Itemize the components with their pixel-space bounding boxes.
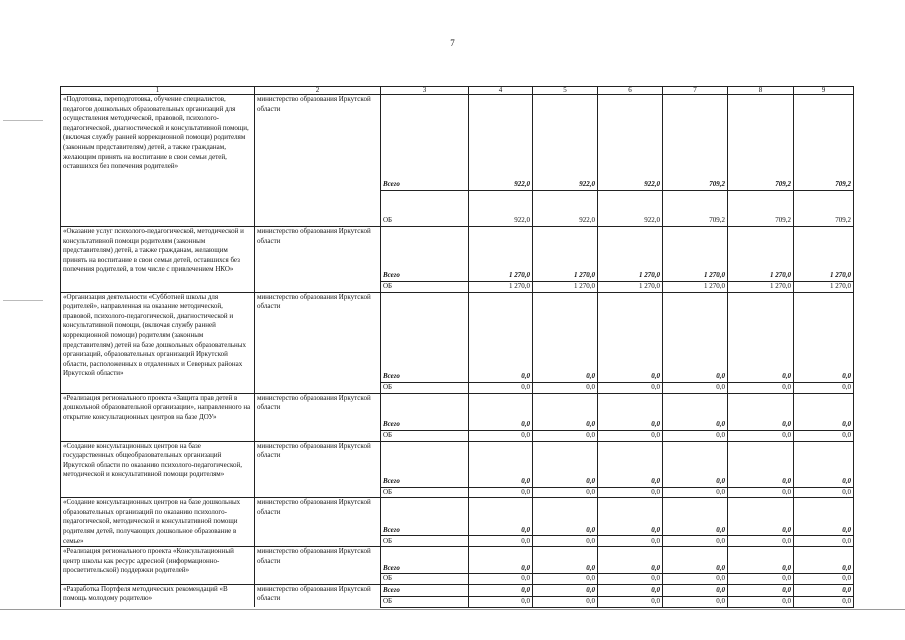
amount-cell: 1 270,0 [728,282,794,293]
column-header: 5 [533,87,598,95]
table-row-total [61,227,854,282]
amount-cell: 0,0 [469,393,533,430]
amount-cell: 0,0 [794,536,854,547]
amount-cell: 0,0 [598,430,663,441]
amount-cell: 0,0 [598,382,663,393]
funding-kind-label: Всего [381,547,469,574]
budget-table [60,86,854,608]
activity-name: «Реализация регионального проекта «Консультационный центр школы как ресурс адресной (информационно-просветительской) поддержки родителей» [61,547,255,585]
amount-cell: 0,0 [728,574,794,585]
responsible-org: министерство образования Иркутской области [255,498,381,547]
amount-cell: 0,0 [469,536,533,547]
activity-name: «Создание консультационных центров на базе государственных общеобразовательных организаций Иркутской области по оказанию психолого-педагогической, методической и консультативной помощи родителям» [61,441,255,498]
amount-cell: 0,0 [533,441,598,487]
amount-cell: 0,0 [663,487,728,498]
amount-cell: 0,0 [533,536,598,547]
responsible-org: министерство образования Иркутской области [255,95,381,227]
funding-kind-label: ОБ [381,596,469,607]
amount-cell: 922,0 [533,191,598,227]
amount-cell: 0,0 [728,382,794,393]
amount-cell: 0,0 [663,441,728,487]
page-number: 7 [450,38,455,48]
funding-kind-label: Всего [381,584,469,596]
amount-cell: 0,0 [794,547,854,574]
amount-cell: 0,0 [794,498,854,536]
amount-cell: 709,2 [794,95,854,191]
amount-cell: 0,0 [469,441,533,487]
amount-cell: 0,0 [533,382,598,393]
amount-cell: 0,0 [469,574,533,585]
amount-cell: 709,2 [728,95,794,191]
amount-cell: 0,0 [794,574,854,585]
amount-cell: 0,0 [663,536,728,547]
funding-kind-label: Всего [381,441,469,487]
amount-cell: 0,0 [663,596,728,607]
amount-cell: 0,0 [663,430,728,441]
amount-cell: 0,0 [663,292,728,382]
amount-cell: 0,0 [794,292,854,382]
column-header: 9 [794,87,854,95]
amount-cell: 0,0 [598,393,663,430]
amount-cell: 1 270,0 [533,227,598,282]
amount-cell: 0,0 [663,574,728,585]
column-header: 2 [255,87,381,95]
responsible-org: министерство образования Иркутской области [255,227,381,293]
table-header-row [61,87,854,95]
amount-cell: 0,0 [728,441,794,487]
amount-cell: 0,0 [794,430,854,441]
funding-kind-label: ОБ [381,382,469,393]
amount-cell: 0,0 [598,441,663,487]
funding-kind-label: ОБ [381,487,469,498]
amount-cell: 0,0 [663,393,728,430]
table-row-total [61,547,854,574]
amount-cell: 922,0 [533,95,598,191]
amount-cell: 0,0 [533,487,598,498]
amount-cell: 0,0 [728,393,794,430]
amount-cell: 0,0 [728,584,794,596]
amount-cell: 0,0 [533,574,598,585]
column-header: 8 [728,87,794,95]
amount-cell: 0,0 [794,487,854,498]
column-header: 6 [598,87,663,95]
amount-cell: 0,0 [533,393,598,430]
amount-cell: 1 270,0 [663,227,728,282]
amount-cell: 709,2 [728,191,794,227]
amount-cell: 922,0 [469,191,533,227]
amount-cell: 1 270,0 [469,282,533,293]
amount-cell: 0,0 [469,292,533,382]
amount-cell: 1 270,0 [533,282,598,293]
amount-cell: 0,0 [728,536,794,547]
amount-cell: 1 270,0 [794,282,854,293]
amount-cell: 709,2 [663,95,728,191]
activity-name: «Оказание услуг психолого-педагогической, методической и консультативной помощи родителям (законным представителям) детей, а также гражданам, желающим принять на воспитание в свои семьи детей, оставшихся без попечения родителей, в том числе с привлечением НКО» [61,227,255,293]
amount-cell: 0,0 [663,547,728,574]
amount-cell: 0,0 [794,382,854,393]
responsible-org: министерство образования Иркутской области [255,547,381,585]
amount-cell: 0,0 [533,498,598,536]
amount-cell: 0,0 [598,536,663,547]
column-header: 7 [663,87,728,95]
amount-cell: 0,0 [794,584,854,596]
amount-cell: 0,0 [598,498,663,536]
funding-kind-label: ОБ [381,430,469,441]
amount-cell: 0,0 [469,487,533,498]
table-row-total [61,498,854,536]
funding-kind-label: Всего [381,498,469,536]
responsible-org: министерство образования Иркутской области [255,393,381,441]
activity-name: «Разработка Портфеля методических рекомендаций «В помощь молодому родителю» [61,584,255,607]
amount-cell: 922,0 [598,191,663,227]
column-header: 4 [469,87,533,95]
funding-kind-label: Всего [381,227,469,282]
amount-cell: 0,0 [533,596,598,607]
column-header: 3 [381,87,469,95]
amount-cell: 0,0 [663,498,728,536]
funding-kind-label: ОБ [381,282,469,293]
table-row-total [61,292,854,382]
scan-edge-mark [3,120,43,121]
amount-cell: 0,0 [598,487,663,498]
activity-name: «Подготовка, переподготовка, обучение специалистов, педагогов дошкольных образовательных организаций для осуществления методической, правовой, психолого-педагогической, диагностической и консультативной помощи, (включая службу ранней коррекционной помощи) родителям (законным представителям) детей, а также гражданам, желающим принять на воспитание в свои семьи детей, оставшихся без попечения родителей» [61,95,255,227]
table-row-total [61,95,854,191]
page-bottom-rule [0,609,905,610]
amount-cell: 1 270,0 [663,282,728,293]
funding-kind-label: Всего [381,292,469,382]
activity-name: «Реализация регионального проекта «Защита прав детей в дошкольной образовательной организации», направленного на открытие консультационных центров на базе ДОУ» [61,393,255,441]
responsible-org: министерство образования Иркутской области [255,584,381,607]
amount-cell: 1 270,0 [469,227,533,282]
amount-cell: 0,0 [728,430,794,441]
amount-cell: 0,0 [469,596,533,607]
scan-edge-mark [3,300,43,301]
amount-cell: 0,0 [598,574,663,585]
amount-cell: 0,0 [728,487,794,498]
table-row-total [61,393,854,430]
responsible-org: министерство образования Иркутской области [255,441,381,498]
amount-cell: 0,0 [663,382,728,393]
funding-kind-label: ОБ [381,536,469,547]
funding-kind-label: ОБ [381,191,469,227]
table-row-total [61,441,854,487]
amount-cell: 1 270,0 [728,227,794,282]
amount-cell: 0,0 [469,498,533,536]
funding-kind-label: Всего [381,95,469,191]
amount-cell: 0,0 [598,584,663,596]
amount-cell: 0,0 [469,547,533,574]
funding-kind-label: ОБ [381,574,469,585]
responsible-org: министерство образования Иркутской области [255,292,381,393]
amount-cell: 709,2 [663,191,728,227]
amount-cell: 922,0 [598,95,663,191]
activity-name: «Организация деятельности «Субботней школы для родителей», направленная на оказание методической, правовой, психолого-педагогической, диагностической и консультативной помощи, (включая службу ранней коррекционной помощи) родителям (законным представителям) детей на базе дошкольных образовательных организаций, образовательных организаций Иркутской области, расположенных в отдаленных и Северных районах Иркутской области» [61,292,255,393]
amount-cell: 0,0 [469,584,533,596]
funding-kind-label: Всего [381,393,469,430]
amount-cell: 922,0 [469,95,533,191]
amount-cell: 0,0 [598,596,663,607]
amount-cell: 0,0 [728,498,794,536]
amount-cell: 1 270,0 [598,227,663,282]
amount-cell: 0,0 [469,430,533,441]
amount-cell: 0,0 [728,547,794,574]
amount-cell: 0,0 [728,596,794,607]
amount-cell: 0,0 [794,596,854,607]
amount-cell: 0,0 [598,547,663,574]
amount-cell: 0,0 [533,547,598,574]
amount-cell: 1 270,0 [598,282,663,293]
column-header: 1 [61,87,255,95]
amount-cell: 0,0 [794,393,854,430]
amount-cell: 1 270,0 [794,227,854,282]
amount-cell: 709,2 [794,191,854,227]
amount-cell: 0,0 [728,292,794,382]
amount-cell: 0,0 [598,292,663,382]
table-row-total [61,584,854,596]
amount-cell: 0,0 [533,584,598,596]
amount-cell: 0,0 [663,584,728,596]
amount-cell: 0,0 [469,382,533,393]
activity-name: «Создание консультационных центров на базе дошкольных образовательных организаций по оказанию психолого-педагогической, методической и консультативной помощи родителям детей, получающих дошкольное образование в семье» [61,498,255,547]
amount-cell: 0,0 [794,441,854,487]
amount-cell: 0,0 [533,292,598,382]
amount-cell: 0,0 [533,430,598,441]
